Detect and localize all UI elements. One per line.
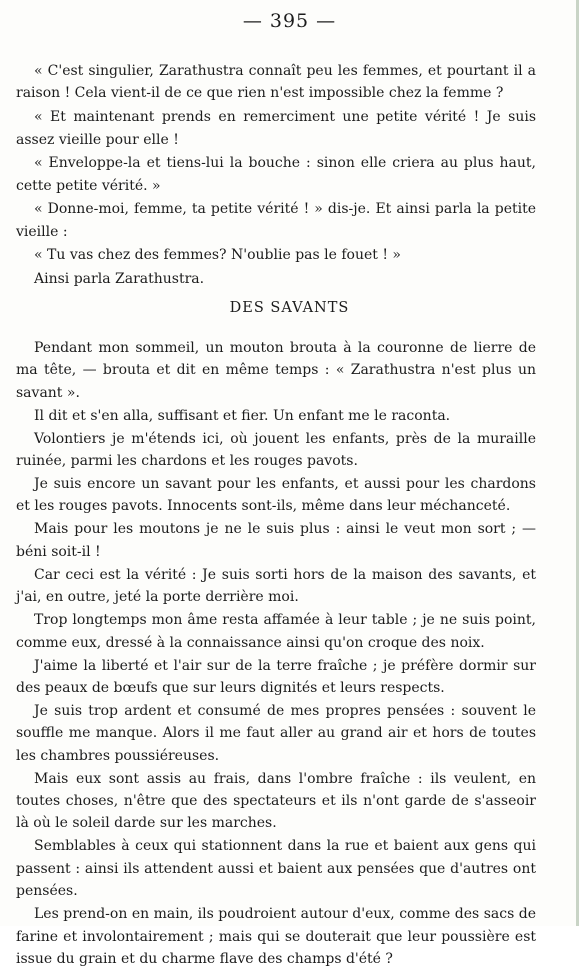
paragraph: Je suis trop ardent et consumé de mes propres pensées : souvent le souffle me manque. Alors il me faut aller au grand air et hors de toutes les chambres poussiéreuses. [16,702,536,764]
section-body [16,337,536,970]
paragraph: « Tu vas chez des femmes? N'oublie pas le fouet ! » [34,247,401,264]
paragraph: « C'est singulier, Zarathustra connaît peu les femmes, et pourtant il a raison ! Cela vient-il de ce que rien n'est impossible chez la femme ? [16,63,536,102]
section-title: DES SAVANTS [229,300,350,316]
paragraph: « Et maintenant prends en remerciment une petite vérité ! Je suis assez vieille pour elle ! [16,109,536,148]
paragraph: Mais eux sont assis au frais, dans l'ombre fraîche : ils veulent, en toutes choses, n'être que des spectateurs et ils n'ont garde de s'asseoir là où le soleil darde sur les marches. [16,770,536,832]
paragraph: Ainsi parla Zarathustra. [34,271,205,288]
paragraph: Pendant mon sommeil, un mouton brouta à la couronne de lierre de ma tête, — brouta et dit en même temps : « Zarathustra n'est plus un savant ». [16,340,536,401]
paragraph: Mais pour les moutons je ne le suis plus : ainsi le veut mon sort ; — béni soit-il ! [16,521,536,560]
paragraph: Je suis encore un savant pour les enfants, et aussi pour les chardons et les rouges pavots. Innocents sont-ils, même dans leur méchanceté. [16,476,536,515]
paragraph: Il dit et s'en alla, suffisant et fier. Un enfant me le raconta. [34,407,451,424]
paragraph: Trop longtemps mon âme resta affamée à leur table ; je ne suis point, comme eux, dressé à la connaissance ainsi qu'on croque des noix. [16,612,536,651]
page-number: — 395 — [242,10,337,32]
paragraph: « Donne-moi, femme, ta petite vérité ! » dis-je. Et ainsi parla la petite vieille : [16,201,536,240]
paragraph: J'aime la liberté et l'air sur de la terre fraîche ; je préfère dormir sur des peaux de bœufs que sur leurs dignités et leurs respects. [16,657,536,696]
paragraph: « Enveloppe-la et tiens-lui la bouche : sinon elle criera au plus haut, cette petite vérité. » [16,155,536,194]
paragraph: Volontiers je m'étends ici, où jouent les enfants, près de la muraille ruinée, parmi les chardons et les rouges pavots. [16,430,536,470]
paragraph: Car ceci est la vérité : Je suis sorti hors de la maison des savants, et j'ai, en outre, jeté la porte derrière moi. [16,566,536,606]
dialogue-block [16,60,536,291]
paragraph: Les prend-on en main, ils poudroient autour d'eux, comme des sacs de farine et involontairement ; mais qui se douterait que leur poussière est issue du grain et du charme flave des champs d'été ? [16,906,536,967]
paragraph: Semblables à ceux qui stationnent dans la rue et baient aux gens qui passent : ainsi ils attendent aussi et baient aux pensées que d'autres ont pensées. [16,838,536,900]
